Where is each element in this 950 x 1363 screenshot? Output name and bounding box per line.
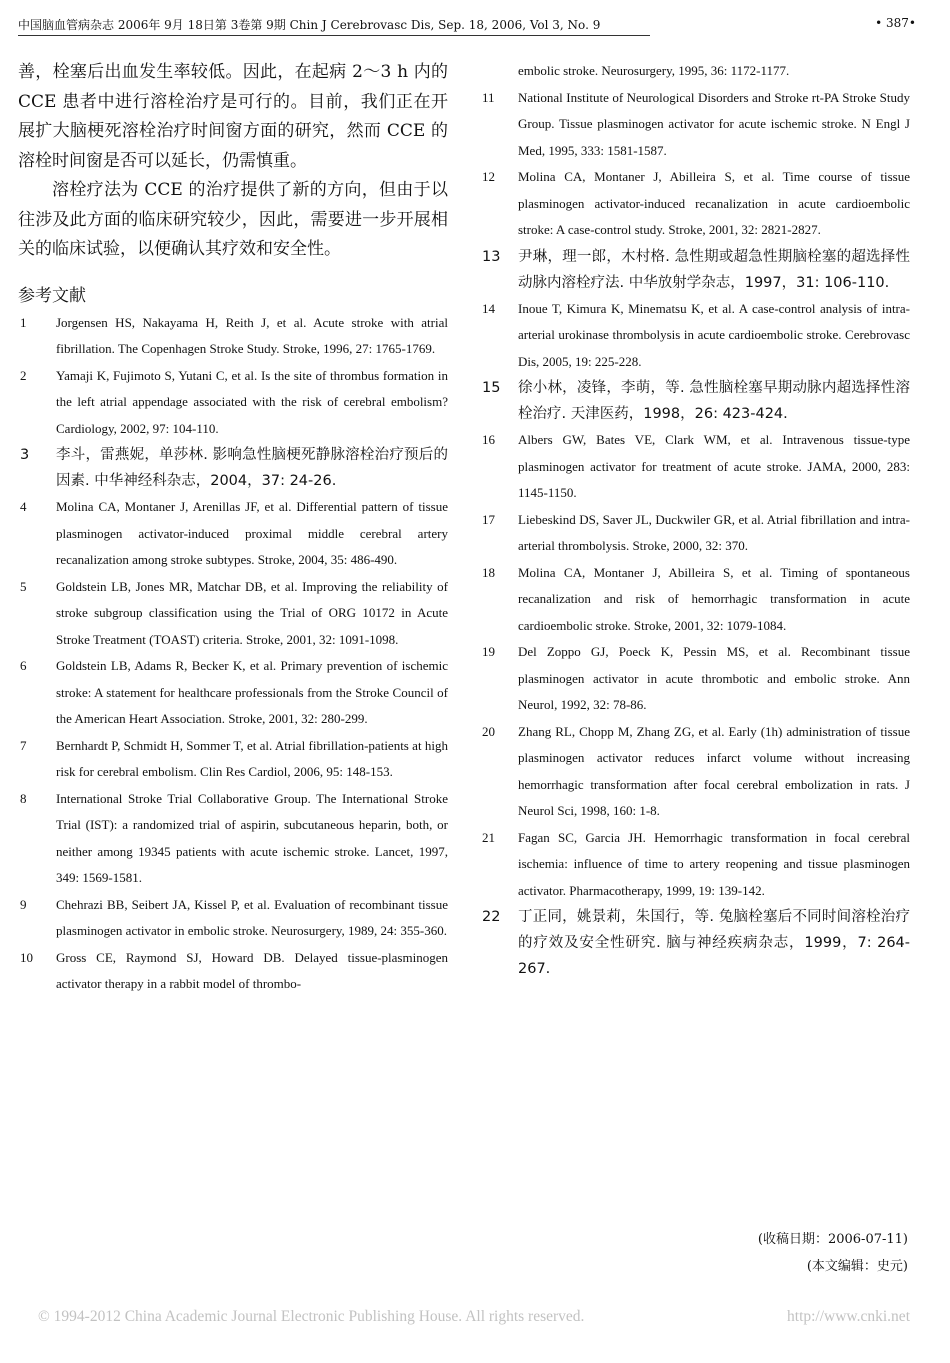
header-rule [18,35,650,36]
reference-14: 14 Inoue T, Kimura K, Minematsu K, et al. A case-control analysis of intra-arterial urokinase thrombolysis in acute cardioembolic stroke. Cerebrovasc Dis, 2005, 19: 225-228. [482,300,910,369]
running-header [18,14,918,40]
reference-19: 19 Del Zoppo GJ, Poeck K, Pessin MS, et al. Recombinant tissue plasminogen activator in acute thrombotic and embolic stroke. Ann Neurol, 1992, 32: 78-86. [482,644,910,712]
reference-3: 3 李斗，雷燕妮，单莎林. 影响急性脑梗死静脉溶栓治疗预后的因素. 中华神经科杂志，2004，37: 24-26. [20,447,448,489]
reference-16: 16 Albers GW, Bates VE, Clark WM, et al. Intravenous tissue-type plasminogen activator for treatment of acute stroke. JAMA, 2000, 283: 1145-1150. [482,432,910,500]
journal-header: 中国脑血管病杂志 2006年 9月 18日第 3卷第 9期 Chin J Cerebrovasc Dis, Sep. 18, 2006, Vol 3, No. 9 [18,18,601,32]
reference-6: 6 Goldstein LB, Adams R, Becker K, et al. Primary prevention of ischemic stroke: A statement for healthcare professionals from the Stroke Council of the American Heart Association. Stroke, 2001, 32: 280-299. [20,658,448,726]
received-date: (收稿日期：2006-07-11) [757,1232,908,1247]
editor-note: (本文编辑：史元) [806,1259,908,1274]
reference-1: 1 Jorgensen HS, Nakayama H, Reith J, et al. Acute stroke with atrial fibrillation. The Copenhagen Stroke Study. Stroke, 1996, 27: 1765-1769. [20,314,448,356]
body-paragraph-2: 溶栓疗法为 CCE 的治疗提供了新的方向，但由于以往涉及此方面的临床研究较少，因此，需要进一步开展相关的临床试验，以便确认其疗效和安全性。 [18,180,448,259]
reference-11: 11 National Institute of Neurological Disorders and Stroke rt-PA Stroke Study Group. Tissue plasminogen activator for acute ischemic stroke. N Engl J Med, 1995, 333: 1581-1587. [482,89,910,158]
reference-8: 8 International Stroke Trial Collaborative Group. The International Stroke Trial (IST): a randomized trial of aspirin, subcutaneous heparin, both, or neither among 19345 patients with acute ischemic stroke. Lancet, 1997, 349: 1569-1581. [20,790,448,885]
reference-15: 15 徐小林，凌锋，李萌，等. 急性脑栓塞早期动脉内超选择性溶栓治疗. 天津医药，1998，26: 423-424. [482,380,910,422]
left-column [18,58,448,998]
reference-list-left [18,310,448,998]
reference-9: 9 Chehrazi BB, Seibert JA, Kissel P, et al. Evaluation of recombinant tissue plasminogen activator in embolic stroke. Neurosurgery, 1989, 24: 355-360. [20,896,448,938]
reference-2: 2 Yamaji K, Fujimoto S, Yutani C, et al. Is the site of thrombus formation in the left atrial appendage associated with the risk of cerebral embolism? Cardiology, 2002, 97: 104-110. [20,367,448,436]
reference-12: 12 Molina CA, Montaner J, Abilleira S, et al. Time course of tissue plasminogen activator-induced recanalization in acute cardioembolic stroke: A case-control study. Stroke, 2001, 32: 2821-2827. [482,169,910,237]
copyright-watermark: © 1994-2012 China Academic Journal Electronic Publishing House. All rights reserved. [38,1308,585,1325]
reference-13: 13 尹琳，理一郎，木村格. 急性期或超急性期脑栓塞的超选择性动脉内溶栓疗法. 中华放射学杂志，1997，31: 106-110. [482,248,910,291]
reference-7: 7 Bernhardt P, Schmidt H, Sommer T, et al. Atrial fibrillation-patients at high risk for cerebral embolism. Clin Res Cardiol, 2006, 95: 148-153. [20,737,448,779]
body-paragraph-1: 善，栓塞后出血发生率较低。因此，在起病 2～3 h 内的 CCE 患者中进行溶栓治疗是可行的。目前，我们正在开展扩大脑梗死溶栓治疗时间窗方面的研究，然而 CCE 的溶栓时间窗是否可以延长，仍需慎重。 [18,62,448,171]
reference-4: 4 Molina CA, Montaner J, Arenillas JF, et al. Differential pattern of tissue plasminogen activator-induced proximal middle cerebral artery recanalization among stroke subtypes. Stroke, 2004, 35: 486-490. [20,499,448,567]
reference-17: 17 Liebeskind DS, Saver JL, Duckwiler GR, et al. Atrial fibrillation and intra-arterial thrombolysis. Stroke, 2000, 32: 370. [482,511,910,553]
reference-10-continued: embolic stroke. Neurosurgery, 1995, 36: 1172-1177. [518,63,790,78]
reference-10: 10 Gross CE, Raymond SJ, Howard DB. Delayed tissue-plasminogen activator therapy in a rabbit model of thrombo- [20,949,448,991]
page-number: • 387• [875,16,916,30]
references-title: 参考文献 [18,285,86,306]
reference-21: 21 Fagan SC, Garcia JH. Hemorrhagic transformation in focal cerebral ischemia: influence of time to artery reopening and tissue plasminogen activator. Pharmacotherapy, 1999, 19: 139-142. [482,829,910,898]
reference-18: 18 Molina CA, Montaner J, Abilleira S, et al. Timing of spontaneous recanalization and risk of hemorrhagic transformation in acute cardioembolic stroke. Stroke, 2001, 32: 1079-1084. [482,564,910,633]
right-column [480,58,910,982]
reference-20: 20 Zhang RL, Chopp M, Zhang ZG, et al. Early (1h) administration of tissue plasminogen activator reduces infarct volume without increasing hemorrhagic transformation after focal cerebral embolization in rats. J Neurol Sci, 1998, 160: 1-8. [482,723,910,818]
reference-5: 5 Goldstein LB, Jones MR, Matchar DB, et al. Improving the reliability of stroke subgroup classification using the Trial of ORG 10172 in Acute Stroke Treatment (TOAST) criteria. Stroke, 2001, 32: 1091-1098. [20,578,448,647]
reference-22: 22 丁正同，姚景莉，朱国行，等. 兔脑栓塞后不同时间溶栓治疗的疗效及安全性研究. 脑与神经疾病杂志，1999，7: 264-267. [482,909,910,977]
cnki-url: http://www.cnki.net [787,1308,910,1325]
